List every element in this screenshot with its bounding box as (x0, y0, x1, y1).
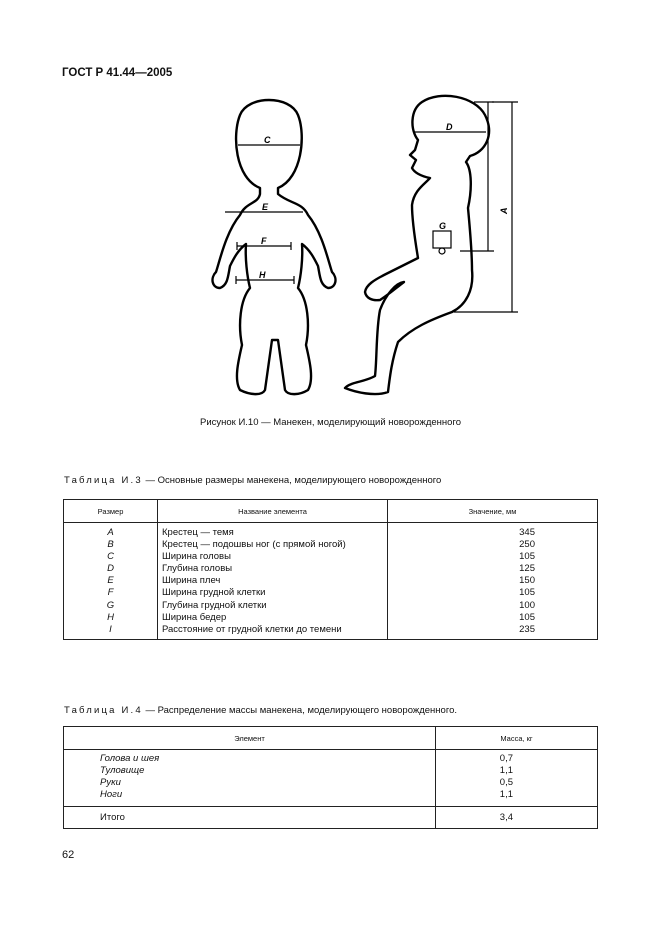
size-cell: H (107, 611, 114, 623)
label-g: G (439, 221, 447, 231)
value-cell: 345 (519, 527, 535, 538)
standard-code: ГОСТ Р 41.44—2005 (62, 67, 173, 79)
label-f: F (261, 236, 267, 246)
mass-cell: 1,1 (499, 789, 513, 801)
element-cell: Туловище (100, 765, 145, 777)
table4-caption-text: — Распределение массы манекена, моделирующего новорожденного. (142, 705, 458, 716)
table4-caption (64, 705, 457, 716)
mass-cell: 1,1 (499, 765, 513, 777)
label-e: E (262, 202, 269, 212)
label-c: C (264, 135, 271, 145)
column-header-mass: Масса, кг (436, 727, 598, 750)
table4-caption-lead: Таблица И.4 (64, 705, 143, 716)
name-cell: Крестец — подошвы ног (с прямой ногой) (162, 539, 346, 551)
element-cell: Руки (100, 777, 121, 789)
name-cell: Крестец — темя (162, 527, 234, 538)
name-cell: Ширина плеч (162, 575, 221, 587)
side-view-outline (345, 96, 489, 394)
column-header-element: Элемент (64, 727, 436, 750)
label-a: A (499, 207, 509, 214)
label-d: D (446, 122, 453, 132)
name-cell: Ширина головы (162, 551, 231, 563)
table3-caption-lead: Таблица И.3 (64, 475, 143, 486)
total-label: Итого (64, 807, 436, 829)
value-column (388, 527, 535, 636)
name-cell: Ширина бедер (162, 611, 227, 623)
value-cell: 105 (519, 551, 535, 563)
table3-caption-text: — Основные размеры манекена, моделирующего новорожденного (142, 475, 442, 486)
size-cell: I (109, 623, 112, 635)
value-cell: 235 (519, 623, 535, 635)
name-cell: Ширина грудной клетки (162, 587, 266, 599)
mass-column (436, 753, 513, 801)
page-number: 62 (62, 849, 75, 861)
manikin-figure (190, 90, 530, 400)
mass-table (63, 726, 598, 829)
dimension-box-g (433, 231, 451, 248)
total-value: 3,4 (436, 807, 598, 829)
size-cell: B (107, 539, 114, 551)
size-cell: G (106, 599, 115, 611)
label-h: H (259, 270, 266, 280)
size-column (64, 527, 157, 636)
column-header-size: Размер (64, 500, 158, 523)
front-view-outline (213, 100, 336, 394)
dimensions-table (63, 499, 598, 640)
value-cell: 100 (519, 599, 535, 611)
mass-cell: 0,7 (499, 753, 513, 764)
name-cell: Глубина головы (162, 563, 233, 575)
table3-caption (64, 475, 441, 486)
value-cell: 250 (519, 539, 535, 551)
element-cell: Голова и шея (100, 753, 160, 764)
size-cell: F (107, 587, 114, 599)
mass-cell: 0,5 (499, 777, 513, 789)
element-column (100, 753, 435, 801)
column-header-name: Название элемента (158, 500, 388, 523)
size-cell: E (107, 575, 114, 587)
value-cell: 105 (519, 587, 535, 599)
figure-caption: Рисунок И.10 — Манекен, моделирующий новорожденного (200, 417, 461, 428)
size-cell: C (107, 551, 114, 563)
element-cell: Ноги (100, 789, 123, 801)
name-cell: Расстояние от грудной клетки до темени (162, 623, 342, 635)
size-cell: D (107, 563, 114, 575)
value-cell: 105 (519, 611, 535, 623)
value-cell: 125 (519, 563, 535, 575)
column-header-value: Значение, мм (388, 500, 598, 523)
value-cell: 150 (519, 575, 535, 587)
size-cell: A (107, 527, 114, 538)
name-cell: Глубина грудной клетки (162, 599, 267, 611)
name-column (162, 527, 387, 636)
